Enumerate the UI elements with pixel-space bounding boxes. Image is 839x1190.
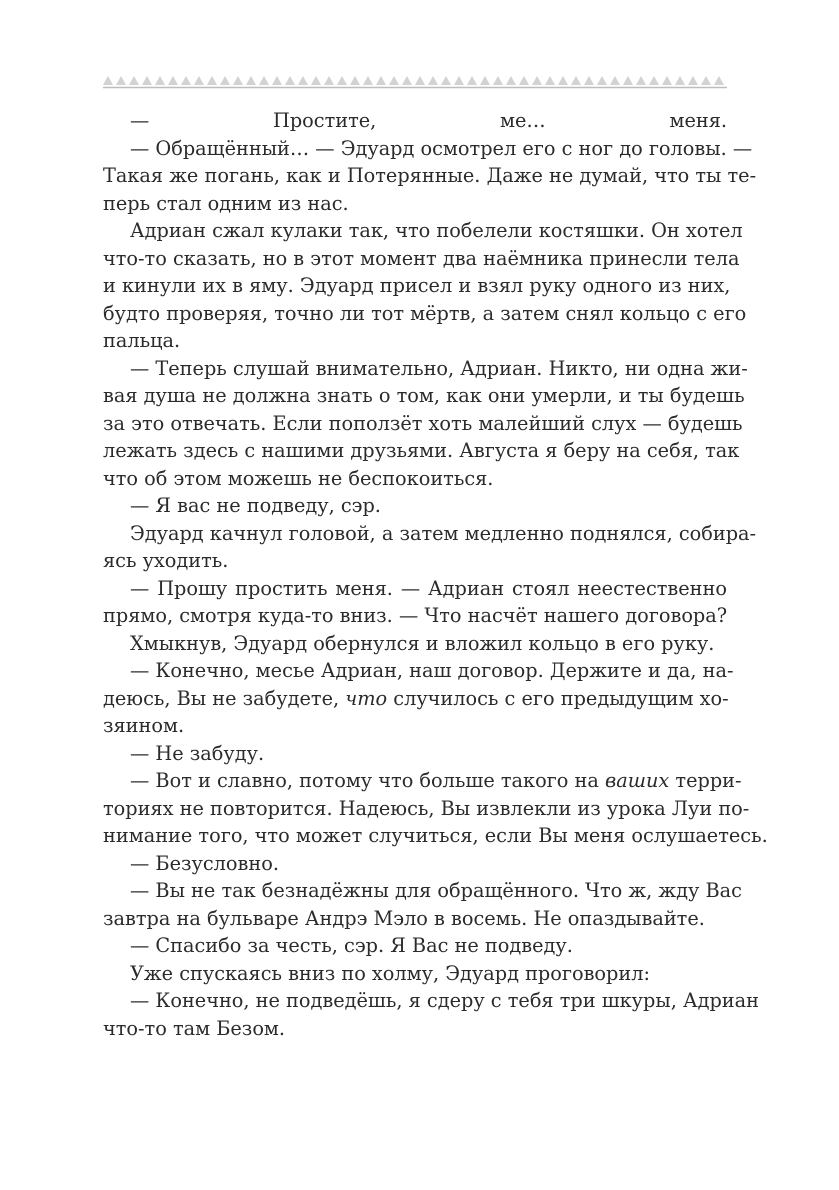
text-line: нимание того, что может случиться, если Вы меня ослушаетесь. bbox=[103, 824, 768, 847]
text-line: пальца. bbox=[103, 329, 181, 352]
text-line: ториях не повторится. Надеюсь, Вы извлекли из урока Луи по- bbox=[103, 796, 750, 820]
ornament-triangle bbox=[272, 76, 282, 85]
ornament-triangle bbox=[584, 76, 594, 85]
text-line: — Безусловно. bbox=[130, 851, 279, 875]
ornament-triangle bbox=[233, 76, 243, 85]
ornament-triangle bbox=[389, 76, 399, 85]
ornament-triangle bbox=[441, 76, 451, 85]
text-line: что-то там Безом. bbox=[103, 1016, 286, 1040]
text-line: Эдуард качнул головой, а затем медленно поднялся, собира- bbox=[130, 521, 757, 545]
text-line: и кинули их в яму. Эдуард присел и взял руку одного из них, bbox=[103, 274, 731, 297]
ornament-triangle bbox=[129, 76, 139, 85]
header-ornament bbox=[103, 72, 727, 92]
ornament-triangle bbox=[532, 76, 542, 85]
text-line: ясь уходить. bbox=[103, 549, 229, 572]
text-line: завтра на бульваре Андрэ Мэло в восемь. Не опаздывайте. bbox=[103, 906, 705, 930]
ornament-triangle bbox=[636, 76, 646, 85]
ornament-triangle bbox=[259, 76, 269, 85]
text-line: за это отвечать. Если поползёт хоть малейший слух — будешь bbox=[103, 411, 743, 435]
ornament-triangle bbox=[428, 76, 438, 85]
text-line: Уже спускаясь вниз по холму, Эдуард проговорил: bbox=[130, 961, 650, 985]
text-line: будто проверяя, точно ли тот мёртв, а затем снял кольцо с его bbox=[103, 301, 747, 325]
text-line: — Простите, ме… меня. bbox=[130, 109, 727, 132]
ornament-triangle bbox=[363, 76, 373, 85]
text-segment: терри- bbox=[669, 769, 742, 792]
ornament-triangle bbox=[662, 76, 672, 85]
text-line: Адриан сжал кулаки так, что побелели костяшки. Он хотел bbox=[130, 219, 743, 242]
text-segment: деюсь, Вы не забудете, bbox=[103, 686, 346, 710]
ornament-triangle bbox=[402, 76, 412, 85]
ornament-triangle bbox=[207, 76, 217, 85]
text-line: — Прошу простить меня. — Адриан стоял неестественно bbox=[130, 576, 727, 600]
ornament-triangle bbox=[675, 76, 685, 85]
ornament-triangle bbox=[688, 76, 698, 85]
text-line: — Не забуду. bbox=[130, 741, 265, 765]
ornament-triangle bbox=[623, 76, 633, 85]
ornament-triangle bbox=[519, 76, 529, 85]
ornament-triangle bbox=[597, 76, 607, 85]
ornament-triangle bbox=[467, 76, 477, 85]
text-line: что об этом можешь не беспокоиться. bbox=[103, 466, 494, 490]
ornament-triangle bbox=[194, 76, 204, 85]
ornament-triangles bbox=[103, 76, 724, 85]
ornament-triangle bbox=[324, 76, 334, 85]
ornament-triangle bbox=[701, 76, 711, 85]
ornament-triangle bbox=[376, 76, 386, 85]
text-line: Такая же погань, как и Потерянные. Даже не думай, что ты те- bbox=[103, 164, 757, 187]
ornament-triangle bbox=[168, 76, 178, 85]
ornament-triangle bbox=[558, 76, 568, 85]
italic-word: ваших bbox=[605, 769, 670, 792]
text-line: Хмыкнув, Эдуард обернулся и вложил кольцо в его руку. bbox=[130, 631, 715, 655]
ornament-triangle bbox=[298, 76, 308, 85]
ornament-triangle bbox=[142, 76, 152, 85]
text-line: — Обращённый… — Эдуард осмотрел его с ног до головы. — bbox=[130, 136, 753, 160]
ornament-triangle bbox=[506, 76, 516, 85]
ornament-triangle bbox=[350, 76, 360, 85]
text-line: — Конечно, не подведёшь, я сдеру с тебя три шкуры, Адриан bbox=[130, 989, 759, 1012]
text-line: вая душа не должна знать о том, как они умерли, и ты будешь bbox=[103, 384, 745, 407]
ornament-triangle bbox=[181, 76, 191, 85]
text-line: лежать здесь с нашими друзьями. Августа я беру на себя, так bbox=[103, 439, 740, 462]
ornament-triangle bbox=[103, 76, 113, 85]
ornament-triangle bbox=[610, 76, 620, 85]
text-segment: случилось с его предыдущим хо- bbox=[387, 686, 729, 710]
ornament-triangle bbox=[545, 76, 555, 85]
text-line: что-то сказать, но в этот момент два наёмника принесли тела bbox=[103, 246, 740, 270]
body-text bbox=[103, 107, 768, 1042]
text-line: перь стал одним из нас. bbox=[103, 191, 349, 215]
text-line bbox=[103, 685, 727, 713]
text-line bbox=[103, 767, 742, 795]
ornament-triangle bbox=[155, 76, 165, 85]
ornament-triangle bbox=[285, 76, 295, 85]
ornament-triangle bbox=[571, 76, 581, 85]
text-line: — Конечно, месье Адриан, наш договор. Держите и да, на- bbox=[130, 659, 734, 682]
ornament-triangle bbox=[649, 76, 659, 85]
ornament-triangle bbox=[311, 76, 321, 85]
text-line: — Спасибо за честь, сэр. Я Вас не подведу. bbox=[130, 934, 573, 957]
ornament-triangle bbox=[454, 76, 464, 85]
text-line: — Я вас не подведу, сэр. bbox=[130, 494, 381, 517]
ornament-triangle bbox=[116, 76, 126, 85]
text-line: — Вы не так безнадёжны для обращённого. Что ж, жду Вас bbox=[130, 879, 742, 902]
ornament-triangle bbox=[480, 76, 490, 85]
ornament-triangle bbox=[714, 76, 724, 85]
ornament-triangle bbox=[415, 76, 425, 85]
ornament-triangle bbox=[220, 76, 230, 85]
ornament-triangle bbox=[246, 76, 256, 85]
ornament-triangle bbox=[493, 76, 503, 85]
text-segment: — Вот и славно, потому что больше такого на bbox=[130, 769, 605, 792]
text-line: — Теперь слушай внимательно, Адриан. Никто, ни одна жи- bbox=[130, 356, 748, 380]
italic-word: что bbox=[345, 686, 388, 710]
text-line: прямо, смотря куда-то вниз. — Что насчёт нашего договора? bbox=[103, 604, 728, 627]
text-line: зяином. bbox=[103, 714, 185, 737]
ornament-triangle bbox=[337, 76, 347, 85]
